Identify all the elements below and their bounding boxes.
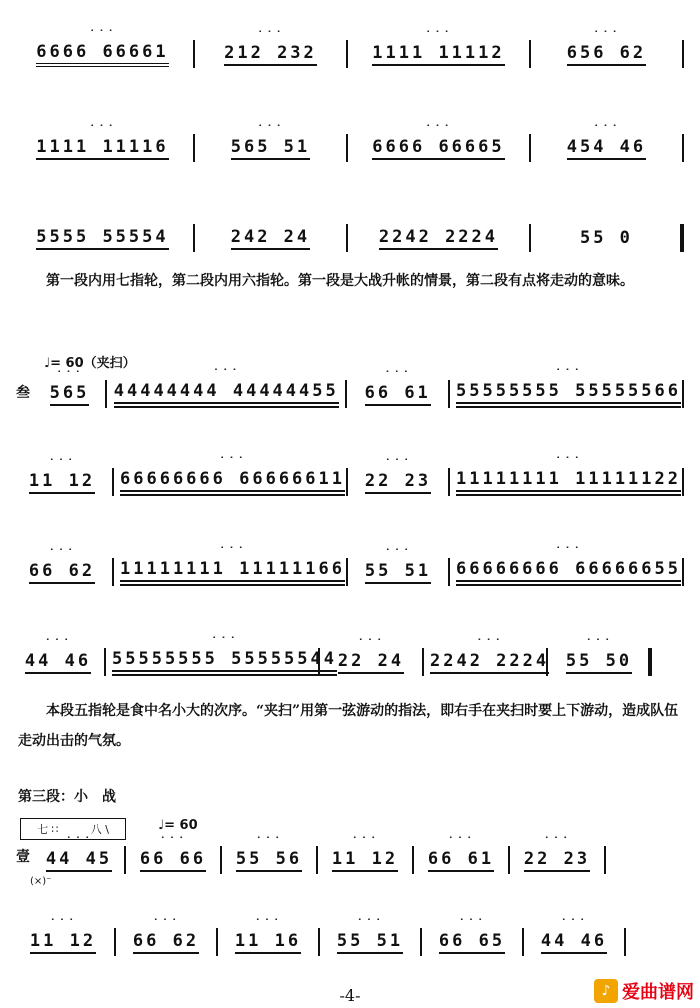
measure: ˙˙˙ 44444444 44444455 — [114, 381, 339, 408]
tempo-marking: ♩= 60（夹扫） — [44, 356, 136, 371]
measure: ˙˙˙ 6666 66665 — [372, 137, 504, 160]
box-right-mark: 八 \ — [90, 823, 109, 836]
barline — [124, 846, 126, 874]
measure: ˙˙˙ 55555555 55555566 — [456, 381, 681, 408]
barline — [420, 928, 422, 956]
measure: ˙˙˙ 44 45 — [46, 849, 112, 872]
measure: ˙˙˙ 66 61 — [365, 383, 431, 406]
barline — [346, 224, 348, 252]
measure: 242 24 — [231, 227, 310, 250]
barline — [448, 558, 450, 586]
notation-row-8 — [40, 830, 690, 890]
measure: ˙˙˙ 6666 66661 — [36, 42, 168, 67]
measure: ˙˙˙ 55 56 — [236, 849, 302, 872]
barline — [682, 134, 684, 162]
measure: ˙˙˙ 66666666 66666655 — [456, 559, 681, 586]
barline — [682, 468, 684, 496]
measure: ˙˙˙ 1111 11112 — [372, 43, 504, 66]
notation-row-1 — [18, 24, 690, 84]
measure: ˙˙˙ 66 62 — [133, 931, 199, 954]
barline — [105, 380, 107, 408]
measure: ˙˙˙ 11111111 11111166 — [120, 559, 345, 586]
measure: ˙˙˙ 565 51 — [231, 137, 310, 160]
page-number: -4- — [339, 986, 361, 1005]
barline — [522, 928, 524, 956]
barline — [193, 134, 195, 162]
barline — [422, 648, 424, 676]
measure: ˙˙˙ 11 12 — [332, 849, 398, 872]
measure: ˙˙˙ 656 62 — [567, 43, 646, 66]
measure: ˙˙˙ 11 12 — [29, 471, 95, 494]
section-mark: 壹 — [16, 849, 30, 865]
measure: ˙˙˙ 66 62 — [29, 561, 95, 584]
tempo-marking: ♩= 60 — [158, 818, 198, 833]
barline — [112, 558, 114, 586]
measure: ˙˙˙ 66 61 — [428, 849, 494, 872]
logo-text: 爱曲谱网 — [622, 982, 694, 1003]
barline — [345, 380, 347, 408]
barline — [346, 468, 348, 496]
barline — [624, 928, 626, 956]
section-mark: 叁 — [16, 385, 30, 401]
barline — [346, 40, 348, 68]
barline — [604, 846, 606, 874]
measure: 2242 2224 — [379, 227, 498, 250]
measure: ˙˙˙ 66666666 66666611 — [120, 469, 345, 496]
barline — [529, 40, 531, 68]
barline — [412, 846, 414, 874]
barline — [529, 134, 531, 162]
measure: 55 0 — [579, 227, 633, 248]
measure: ˙˙˙ 55 51 — [365, 561, 431, 584]
measure: ˙˙˙ 2242 2224 — [430, 651, 549, 674]
commentary-paragraph-1: 第一段内用七指轮，第二段内用六指轮。第一段是大战升帐的情景，第二段有点将走动的意味。 — [46, 273, 634, 289]
barline — [112, 468, 114, 496]
barline — [508, 846, 510, 874]
notation-row-5 — [18, 452, 690, 512]
technique-mark: (×)⁻ — [30, 876, 52, 887]
box-left-mark: 七 ∷ — [37, 823, 59, 836]
measure: ˙˙˙ 44 46 — [25, 651, 91, 674]
barline — [220, 846, 222, 874]
final-barline — [680, 224, 684, 252]
measure: ˙˙˙ 44 46 — [541, 931, 607, 954]
barline — [682, 558, 684, 586]
final-barline — [648, 648, 652, 676]
section-title: 第三段：小 战 — [18, 789, 116, 805]
barline — [114, 928, 116, 956]
notation-row-9 — [18, 912, 690, 972]
barline — [193, 40, 195, 68]
barline — [448, 380, 450, 408]
commentary-paragraph-2: 本段五指轮是食中名小大的次序。“夹扫”用第一弦游动的指法，即右手在夹扫时要上下游动，造成队伍走动出击的气氛。 — [18, 703, 679, 749]
measure: 5555 55554 — [36, 227, 168, 250]
measure: ˙˙˙ 565 — [50, 383, 90, 406]
measure: ˙˙˙ 11 12 — [30, 931, 96, 954]
measure: ˙˙˙ 22 23 — [524, 849, 590, 872]
measure: ˙˙˙ 55 51 — [337, 931, 403, 954]
notation-row-4 — [40, 364, 690, 424]
site-logo[interactable] — [594, 978, 694, 1004]
music-note-icon: ♪ — [594, 979, 618, 1003]
barline — [193, 224, 195, 252]
barline — [682, 380, 684, 408]
notation-row-6 — [18, 542, 690, 602]
measure: ˙˙˙ 22 24 — [338, 651, 404, 674]
measure: ˙˙˙ 454 46 — [567, 137, 646, 160]
notation-row-7 — [18, 632, 690, 692]
barline — [316, 846, 318, 874]
barline — [346, 558, 348, 586]
measure: ˙˙˙ 66 66 — [140, 849, 206, 872]
barline — [346, 134, 348, 162]
notation-row-3 — [18, 208, 690, 268]
measure: ˙˙˙ 1111 11116 — [36, 137, 168, 160]
measure: ˙˙˙ 66 65 — [439, 931, 505, 954]
barline — [448, 468, 450, 496]
barline — [529, 224, 531, 252]
notation-row-2 — [18, 118, 690, 178]
barline — [682, 40, 684, 68]
measure: ˙˙˙ 11 16 — [235, 931, 301, 954]
measure: ˙˙˙ 212 232 — [224, 43, 317, 66]
measure: ˙˙˙ 55 50 — [566, 651, 632, 674]
barline — [216, 928, 218, 956]
barline — [104, 648, 106, 676]
measure: ˙˙˙ 55555555 55555544 — [112, 649, 337, 676]
measure: ˙˙˙ 22 23 — [365, 471, 431, 494]
barline — [318, 928, 320, 956]
measure: ˙˙˙ 11111111 11111122 — [456, 469, 681, 496]
